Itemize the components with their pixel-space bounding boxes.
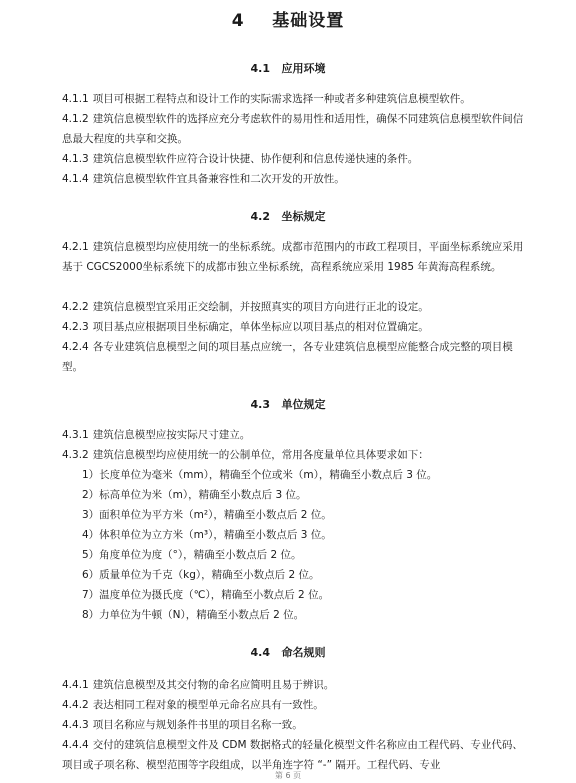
section-heading-4-4: 4.4 命名规则 bbox=[250, 646, 326, 659]
unit-item-length: 1）长度单位为毫米（mm），精确至个位或米（m），精确至小数点后 3 位。 bbox=[82, 469, 438, 481]
clause-4-1-3: 4.1.3 建筑信息模型软件应符合设计快捷、协作便利和信息传递快速的条件。 bbox=[62, 153, 419, 165]
section-heading-4-2: 4.2 坐标规定 bbox=[250, 210, 326, 223]
unit-item-volume: 4）体积单位为立方米（m³），精确至小数点后 3 位。 bbox=[82, 529, 332, 541]
chapter-heading bbox=[0, 6, 576, 31]
clause-4-3-1: 4.3.1 建筑信息模型应按实际尺寸建立。 bbox=[62, 429, 251, 441]
clause-4-2-1: 4.2.1 建筑信息模型均应使用统一的坐标系统。成都市范围内的市政工程项目，平面坐标系统应采用基于 CGCS2000坐标系统下的成都市独立坐标系统，高程系统应采用 1985 年黄海高程系统。 bbox=[62, 241, 524, 273]
clause-4-1-4: 4.1.4 建筑信息模型软件宜具备兼容性和二次开发的开放性。 bbox=[62, 173, 345, 185]
unit-item-elevation: 2）标高单位为米（m），精确至小数点后 3 位。 bbox=[82, 489, 307, 501]
unit-item-temperature: 7）温度单位为摄氏度（℃），精确至小数点后 2 位。 bbox=[82, 589, 330, 601]
clause-4-2-3: 4.2.3 项目基点应根据项目坐标确定，单体坐标应以项目基点的相对位置确定。 bbox=[62, 321, 429, 333]
section-heading-4-3: 4.3 单位规定 bbox=[250, 398, 326, 411]
clause-4-1-1: 4.1.1 项目可根据工程特点和设计工作的实际需求选择一种或者多种建筑信息模型软件。 bbox=[62, 93, 471, 105]
clause-4-2-4: 4.2.4 各专业建筑信息模型之间的项目基点应统一，各专业建筑信息模型应能整合成完整的项目模型。 bbox=[62, 341, 513, 373]
clause-4-4-4: 4.4.4 交付的建筑信息模型文件及 CDM 数据格式的轻量化模型文件名称应由工程代码、专业代码、项目或子项名称、模型范围等字段组成，以半角连字符 “-” 隔开。工程代码、专业 bbox=[62, 739, 523, 771]
clause-4-1-2: 4.1.2 建筑信息模型软件的选择应充分考虑软件的易用性和适用性，确保不同建筑信息模型软件间信息最大程度的共享和交换。 bbox=[62, 113, 524, 145]
chapter-number: 4 bbox=[231, 11, 245, 31]
clause-4-4-1: 4.4.1 建筑信息模型及其交付物的命名应简明且易于辨识。 bbox=[62, 679, 335, 691]
clause-4-2-2: 4.2.2 建筑信息模型宜采用正交绘制，并按照真实的项目方向进行正北的设定。 bbox=[62, 301, 429, 313]
clause-4-3-2: 4.3.2 建筑信息模型均应使用统一的公制单位，常用各度量单位具体要求如下： bbox=[62, 449, 429, 461]
unit-item-mass: 6）质量单位为千克（kg），精确至小数点后 2 位。 bbox=[82, 569, 320, 581]
clause-4-4-3: 4.4.3 项目名称应与规划条件书里的项目名称一致。 bbox=[62, 719, 303, 731]
page-number: 第 6 页 bbox=[274, 771, 302, 780]
section-heading-4-1: 4.1 应用环境 bbox=[250, 62, 326, 75]
clause-4-4-2: 4.4.2 表达相同工程对象的模型单元命名应具有一致性。 bbox=[62, 699, 324, 711]
unit-item-angle: 5）角度单位为度（°），精确至小数点后 2 位。 bbox=[82, 549, 302, 561]
unit-item-force: 8）力单位为牛顿（N），精确至小数点后 2 位。 bbox=[82, 609, 305, 621]
chapter-title: 基础设置 bbox=[272, 11, 345, 31]
unit-item-area: 3）面积单位为平方米（m²），精确至小数点后 2 位。 bbox=[82, 509, 332, 521]
